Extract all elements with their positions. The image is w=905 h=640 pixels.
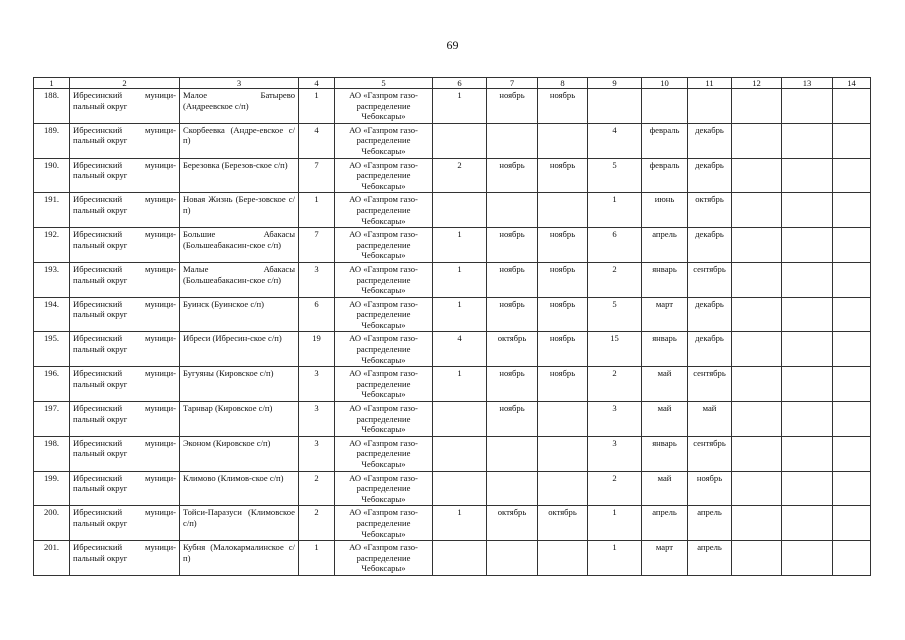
col12-cell	[732, 367, 782, 402]
col6-cell	[433, 541, 487, 576]
count-cell: 4	[299, 123, 335, 158]
col11-cell: декабрь	[688, 158, 732, 193]
row-number: 201.	[34, 541, 70, 576]
col14-cell	[833, 471, 871, 506]
col6-cell: 1	[433, 506, 487, 541]
table-row	[34, 228, 871, 263]
col14-cell	[833, 367, 871, 402]
row-number: 195.	[34, 332, 70, 367]
column-header: 3	[180, 78, 299, 89]
col9-cell: 2	[588, 367, 642, 402]
organization-cell: АО «Газпром газо-распределение Чебоксары»	[335, 367, 433, 402]
row-number: 191.	[34, 193, 70, 228]
col13-cell	[782, 193, 833, 228]
col10-cell: май	[642, 367, 688, 402]
row-number: 192.	[34, 228, 70, 263]
column-header: 8	[538, 78, 588, 89]
row-number: 190.	[34, 158, 70, 193]
organization-cell: АО «Газпром газо-распределение Чебоксары»	[335, 541, 433, 576]
col14-cell	[833, 436, 871, 471]
col9-cell: 5	[588, 158, 642, 193]
district-cell: Ибресинский муници-пальный округ	[70, 367, 180, 402]
col8-cell: ноябрь	[538, 89, 588, 124]
row-number: 200.	[34, 506, 70, 541]
count-cell: 1	[299, 193, 335, 228]
district-cell: Ибресинский муници-пальный округ	[70, 123, 180, 158]
col8-cell	[538, 402, 588, 437]
col14-cell	[833, 506, 871, 541]
table-body	[34, 89, 871, 576]
district-cell: Ибресинский муници-пальный округ	[70, 402, 180, 437]
col8-cell: ноябрь	[538, 367, 588, 402]
count-cell: 7	[299, 158, 335, 193]
col14-cell	[833, 228, 871, 263]
column-header: 13	[782, 78, 833, 89]
col7-cell	[487, 436, 538, 471]
table-row	[34, 436, 871, 471]
organization-cell: АО «Газпром газо-распределение Чебоксары»	[335, 262, 433, 297]
settlement-cell: Малое Батырево (Андреевское с/п)	[180, 89, 299, 124]
col9-cell	[588, 89, 642, 124]
col13-cell	[782, 367, 833, 402]
settlement-cell: Малые Абакасы (Большеабакасин-ское с/п)	[180, 262, 299, 297]
col8-cell	[538, 193, 588, 228]
district-cell: Ибресинский муници-пальный округ	[70, 471, 180, 506]
district-cell: Ибресинский муници-пальный округ	[70, 541, 180, 576]
col12-cell	[732, 89, 782, 124]
table-row	[34, 193, 871, 228]
col11-cell: ноябрь	[688, 471, 732, 506]
col11-cell: сентябрь	[688, 436, 732, 471]
col10-cell: февраль	[642, 123, 688, 158]
col10-cell: март	[642, 297, 688, 332]
table-row	[34, 297, 871, 332]
table-row	[34, 402, 871, 437]
col9-cell: 1	[588, 506, 642, 541]
col13-cell	[782, 332, 833, 367]
count-cell: 6	[299, 297, 335, 332]
column-header: 9	[588, 78, 642, 89]
row-number: 197.	[34, 402, 70, 437]
col6-cell	[433, 471, 487, 506]
settlement-cell: Тойси-Паразуси (Климовское с/п)	[180, 506, 299, 541]
col11-cell: октябрь	[688, 193, 732, 228]
column-header: 1	[34, 78, 70, 89]
col11-cell: декабрь	[688, 228, 732, 263]
col13-cell	[782, 158, 833, 193]
col7-cell: октябрь	[487, 332, 538, 367]
count-cell: 1	[299, 89, 335, 124]
col11-cell: сентябрь	[688, 367, 732, 402]
col10-cell: май	[642, 471, 688, 506]
column-header: 12	[732, 78, 782, 89]
col13-cell	[782, 297, 833, 332]
col9-cell: 15	[588, 332, 642, 367]
col13-cell	[782, 262, 833, 297]
col12-cell	[732, 123, 782, 158]
col13-cell	[782, 228, 833, 263]
count-cell: 2	[299, 506, 335, 541]
col12-cell	[732, 193, 782, 228]
gas-distribution-table	[33, 77, 871, 576]
col14-cell	[833, 297, 871, 332]
col10-cell: март	[642, 541, 688, 576]
page-number: 69	[446, 38, 459, 52]
count-cell: 1	[299, 541, 335, 576]
col13-cell	[782, 471, 833, 506]
district-cell: Ибресинский муници-пальный округ	[70, 89, 180, 124]
count-cell: 2	[299, 471, 335, 506]
col12-cell	[732, 471, 782, 506]
district-cell: Ибресинский муници-пальный округ	[70, 506, 180, 541]
district-cell: Ибресинский муници-пальный округ	[70, 332, 180, 367]
count-cell: 3	[299, 436, 335, 471]
col14-cell	[833, 541, 871, 576]
count-cell: 3	[299, 402, 335, 437]
col7-cell: ноябрь	[487, 89, 538, 124]
col7-cell: ноябрь	[487, 262, 538, 297]
col10-cell: январь	[642, 332, 688, 367]
settlement-cell: Тарнвар (Кировское с/п)	[180, 402, 299, 437]
col14-cell	[833, 89, 871, 124]
col6-cell: 1	[433, 89, 487, 124]
col13-cell	[782, 541, 833, 576]
column-header: 4	[299, 78, 335, 89]
organization-cell: АО «Газпром газо-распределение Чебоксары»	[335, 89, 433, 124]
table-row	[34, 541, 871, 576]
col6-cell	[433, 402, 487, 437]
col8-cell: ноябрь	[538, 228, 588, 263]
col6-cell: 1	[433, 367, 487, 402]
count-cell: 19	[299, 332, 335, 367]
column-header: 10	[642, 78, 688, 89]
district-cell: Ибресинский муници-пальный округ	[70, 297, 180, 332]
col6-cell	[433, 123, 487, 158]
district-cell: Ибресинский муници-пальный округ	[70, 158, 180, 193]
col7-cell: октябрь	[487, 506, 538, 541]
col14-cell	[833, 158, 871, 193]
col10-cell: февраль	[642, 158, 688, 193]
col14-cell	[833, 402, 871, 437]
col12-cell	[732, 541, 782, 576]
col11-cell: сентябрь	[688, 262, 732, 297]
col11-cell	[688, 89, 732, 124]
row-number: 196.	[34, 367, 70, 402]
col7-cell: ноябрь	[487, 402, 538, 437]
col11-cell: апрель	[688, 506, 732, 541]
col6-cell: 2	[433, 158, 487, 193]
col6-cell	[433, 193, 487, 228]
table-row	[34, 332, 871, 367]
col14-cell	[833, 193, 871, 228]
col10-cell: январь	[642, 436, 688, 471]
col8-cell	[538, 541, 588, 576]
table-row	[34, 506, 871, 541]
table-row	[34, 367, 871, 402]
col10-cell: апрель	[642, 228, 688, 263]
table-row	[34, 262, 871, 297]
col9-cell: 5	[588, 297, 642, 332]
organization-cell: АО «Газпром газо-распределение Чебоксары»	[335, 471, 433, 506]
col13-cell	[782, 436, 833, 471]
settlement-cell: Кубня (Малокармалинское с/п)	[180, 541, 299, 576]
col10-cell: апрель	[642, 506, 688, 541]
col12-cell	[732, 402, 782, 437]
settlement-cell: Буинск (Буинское с/п)	[180, 297, 299, 332]
organization-cell: АО «Газпром газо-распределение Чебоксары»	[335, 158, 433, 193]
column-number-row	[34, 78, 871, 89]
column-header: 2	[70, 78, 180, 89]
col8-cell	[538, 471, 588, 506]
organization-cell: АО «Газпром газо-распределение Чебоксары»	[335, 506, 433, 541]
row-number: 189.	[34, 123, 70, 158]
count-cell: 3	[299, 367, 335, 402]
count-cell: 7	[299, 228, 335, 263]
col8-cell	[538, 123, 588, 158]
table-row	[34, 123, 871, 158]
col8-cell: ноябрь	[538, 262, 588, 297]
col9-cell: 1	[588, 541, 642, 576]
col9-cell: 2	[588, 471, 642, 506]
col13-cell	[782, 123, 833, 158]
col10-cell: июнь	[642, 193, 688, 228]
settlement-cell: Эконом (Кировское с/п)	[180, 436, 299, 471]
col7-cell	[487, 471, 538, 506]
column-header: 6	[433, 78, 487, 89]
col11-cell: апрель	[688, 541, 732, 576]
col14-cell	[833, 332, 871, 367]
col7-cell	[487, 193, 538, 228]
col9-cell: 1	[588, 193, 642, 228]
col12-cell	[732, 436, 782, 471]
col9-cell: 4	[588, 123, 642, 158]
row-number: 199.	[34, 471, 70, 506]
col7-cell: ноябрь	[487, 297, 538, 332]
col13-cell	[782, 89, 833, 124]
col11-cell: май	[688, 402, 732, 437]
col13-cell	[782, 402, 833, 437]
col10-cell	[642, 89, 688, 124]
row-number: 198.	[34, 436, 70, 471]
col6-cell: 4	[433, 332, 487, 367]
col7-cell	[487, 541, 538, 576]
settlement-cell: Большие Абакасы (Большеабакасин-ское с/п)	[180, 228, 299, 263]
col12-cell	[732, 158, 782, 193]
settlement-cell: Березовка (Березов-ское с/п)	[180, 158, 299, 193]
col14-cell	[833, 123, 871, 158]
col12-cell	[732, 262, 782, 297]
col9-cell: 2	[588, 262, 642, 297]
col10-cell: январь	[642, 262, 688, 297]
col11-cell: декабрь	[688, 332, 732, 367]
organization-cell: АО «Газпром газо-распределение Чебоксары»	[335, 193, 433, 228]
col9-cell: 3	[588, 436, 642, 471]
col8-cell: ноябрь	[538, 332, 588, 367]
col12-cell	[732, 297, 782, 332]
col7-cell	[487, 123, 538, 158]
district-cell: Ибресинский муници-пальный округ	[70, 193, 180, 228]
settlement-cell: Бугуяны (Кировское с/п)	[180, 367, 299, 402]
col14-cell	[833, 262, 871, 297]
organization-cell: АО «Газпром газо-распределение Чебоксары»	[335, 297, 433, 332]
organization-cell: АО «Газпром газо-распределение Чебоксары»	[335, 332, 433, 367]
col9-cell: 6	[588, 228, 642, 263]
district-cell: Ибресинский муници-пальный округ	[70, 262, 180, 297]
row-number: 194.	[34, 297, 70, 332]
col6-cell: 1	[433, 262, 487, 297]
col13-cell	[782, 506, 833, 541]
settlement-cell: Климово (Климов-ское с/п)	[180, 471, 299, 506]
col12-cell	[732, 506, 782, 541]
col8-cell: ноябрь	[538, 297, 588, 332]
column-header: 11	[688, 78, 732, 89]
district-cell: Ибресинский муници-пальный округ	[70, 228, 180, 263]
col10-cell: май	[642, 402, 688, 437]
row-number: 188.	[34, 89, 70, 124]
organization-cell: АО «Газпром газо-распределение Чебоксары»	[335, 436, 433, 471]
organization-cell: АО «Газпром газо-распределение Чебоксары»	[335, 228, 433, 263]
settlement-cell: Ибреси (Ибресин-ское с/п)	[180, 332, 299, 367]
col7-cell: ноябрь	[487, 228, 538, 263]
organization-cell: АО «Газпром газо-распределение Чебоксары»	[335, 402, 433, 437]
column-header: 7	[487, 78, 538, 89]
col7-cell: ноябрь	[487, 158, 538, 193]
table-row	[34, 471, 871, 506]
col11-cell: декабрь	[688, 123, 732, 158]
col12-cell	[732, 228, 782, 263]
district-cell: Ибресинский муници-пальный округ	[70, 436, 180, 471]
count-cell: 3	[299, 262, 335, 297]
table-row	[34, 158, 871, 193]
column-header: 5	[335, 78, 433, 89]
column-header: 14	[833, 78, 871, 89]
col6-cell: 1	[433, 228, 487, 263]
row-number: 193.	[34, 262, 70, 297]
col6-cell: 1	[433, 297, 487, 332]
settlement-cell: Новая Жизнь (Бере-зовское с/п)	[180, 193, 299, 228]
col6-cell	[433, 436, 487, 471]
col9-cell: 3	[588, 402, 642, 437]
col8-cell	[538, 436, 588, 471]
col7-cell: ноябрь	[487, 367, 538, 402]
col8-cell: октябрь	[538, 506, 588, 541]
col12-cell	[732, 332, 782, 367]
organization-cell: АО «Газпром газо-распределение Чебоксары»	[335, 123, 433, 158]
col11-cell: декабрь	[688, 297, 732, 332]
table-row	[34, 89, 871, 124]
settlement-cell: Скорбеевка (Андре-евское с/п)	[180, 123, 299, 158]
col8-cell: ноябрь	[538, 158, 588, 193]
